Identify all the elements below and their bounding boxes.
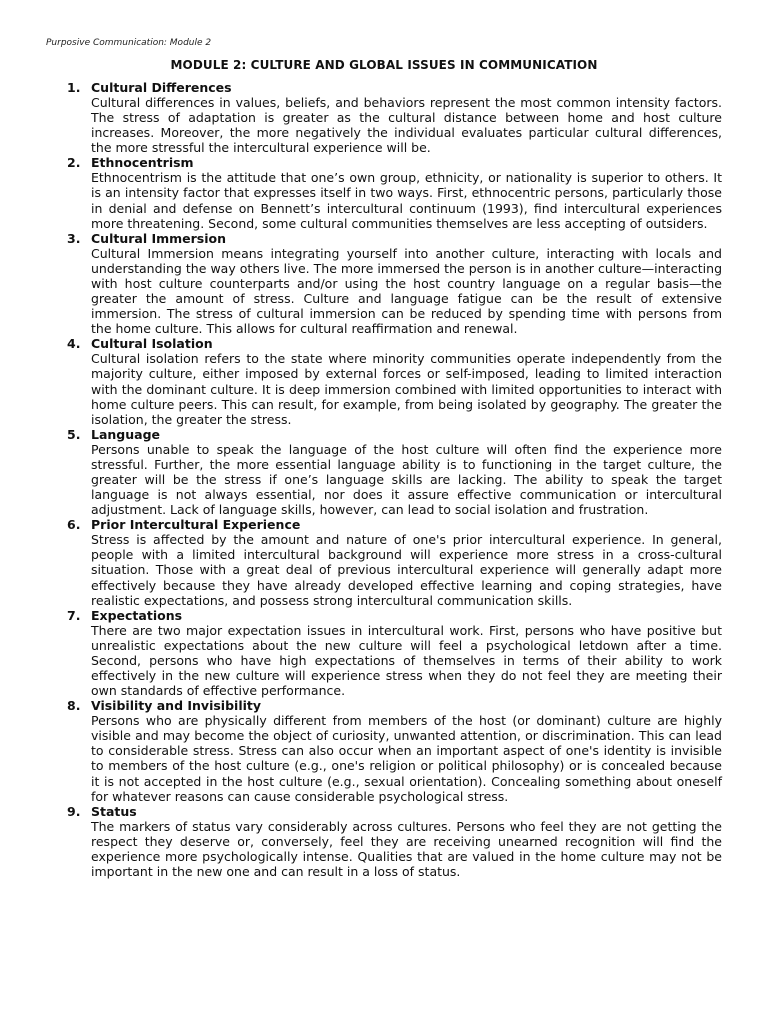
section-heading: Cultural Differences	[91, 80, 232, 95]
section-number: 7.	[67, 607, 81, 623]
section-body: Cultural Immersion means integrating yourself into another culture, interacting with locals and understanding the way others live. The more immersed the person is in another culture—interacting with host culture counterparts and/or using the host country language on a regular basis—the greater the amount of stress. Culture and language fatigue can be the result of extensive immersion. The stress of cultural immersion can be reduced by spending time with persons from the home culture. This allows for cultural reaffirmation and renewal.	[91, 245, 722, 337]
section-item	[0, 336, 768, 426]
section-heading: Visibility and Invisibility	[91, 698, 262, 714]
section-item	[0, 698, 768, 804]
section-heading: Prior Intercultural Experience	[91, 517, 301, 533]
section-heading: Status	[91, 803, 137, 819]
section-list	[0, 80, 768, 879]
section-item	[0, 427, 768, 517]
page-title: MODULE 2: CULTURE AND GLOBAL ISSUES IN COMMUNICATION	[170, 58, 598, 72]
section-item	[0, 608, 768, 698]
section-number: 9.	[67, 803, 81, 819]
section-body: Persons unable to speak the language of the host culture will often find the experience more stressful. Further, the more essential language ability is to functioning in the target culture, the greater will be the stress if one’s language skills are lacking. The ability to speak the target language is not always essential, nor does it assure effective communication or intercultural adjustment. Lack of language skills, however, can lead to social isolation and frustration.	[91, 441, 722, 518]
section-heading: Cultural Immersion	[91, 230, 227, 246]
section-heading: Language	[91, 426, 161, 442]
section-body: Persons who are physically different from members of the host (or dominant) culture are highly visible and may become the object of curiosity, unwanted attention, or discrimination. This can lead to considerable stress. Stress can also occur when an important aspect of one's identity is invisible to members of the host culture (e.g., one's religion or political philosophy) or is concealed because it is not accepted in the host culture (e.g., sexual orientation). Concealing something about oneself for whatever reasons can cause considerable psychological stress.	[91, 713, 722, 804]
section-body: Cultural differences in values, beliefs, and behaviors represent the most common intensity factors. The stress of adaptation is greater as the cultural distance between home and host culture increases. Moreover, the more negatively the individual evaluates particular cultural differences, the more stressful the intercultural experience will be.	[91, 95, 722, 156]
section-number: 1.	[67, 80, 81, 95]
section-body: There are two major expectation issues in intercultural work. First, persons who have positive but unrealistic expectations about the new culture will feel a psychological letdown after a time. Second, persons who have high expectations of themselves in terms of their ability to work effectively in the new culture will experience stress when they do not feel they are meeting their own standards of effective performance.	[91, 622, 722, 699]
section-number: 4.	[67, 336, 81, 352]
section-number: 8.	[67, 698, 81, 714]
section-body: Cultural isolation refers to the state where minority communities operate independently from the majority culture, either imposed by external forces or self-imposed, leading to limited interaction with the dominant culture. It is deep immersion combined with limited opportunities to interact with home culture peers. This can result, for example, from being isolated by geography. The greater the isolation, the greater the stress.	[91, 351, 722, 427]
section-item	[0, 231, 768, 337]
section-heading: Expectations	[91, 607, 183, 623]
section-item	[0, 804, 768, 879]
running-header: Purposive Communication: Module 2	[46, 38, 212, 48]
section-heading: Ethnocentrism	[91, 155, 194, 171]
section-item	[0, 517, 768, 607]
section-body: Stress is affected by the amount and nature of one's prior intercultural experience. In general, people with a limited intercultural background will experience more stress in a cross-cultural situation. Those with a great deal of previous intercultural experience will generally adapt more effectively because they have already developed effective learning and coping strategies, have realistic expectations, and possess strong intercultural communication skills.	[91, 532, 722, 608]
section-heading: Cultural Isolation	[91, 336, 213, 352]
section-body: The markers of status vary considerably across cultures. Persons who feel they are not getting the respect they deserve or, conversely, feel they are receiving unearned recognition will find the experience more psychologically intense. Qualities that are valued in the home culture may not be important in the new one and can result in a loss of status.	[91, 818, 722, 880]
section-number: 2.	[67, 155, 81, 171]
section-item	[0, 155, 768, 230]
section-number: 5.	[67, 426, 81, 442]
section-number: 6.	[67, 517, 81, 533]
section-number: 3.	[67, 230, 81, 246]
section-item	[0, 80, 768, 155]
section-body: Ethnocentrism is the attitude that one’s own group, ethnicity, or nationality is superior to others. It is an intensity factor that expresses itself in two ways. First, ethnocentric persons, particularly those in denial and defense on Bennett’s intercultural continuum (1993), find intercultural experiences more threatening. Second, some cultural communities themselves are less accepting of outsiders.	[91, 170, 722, 231]
